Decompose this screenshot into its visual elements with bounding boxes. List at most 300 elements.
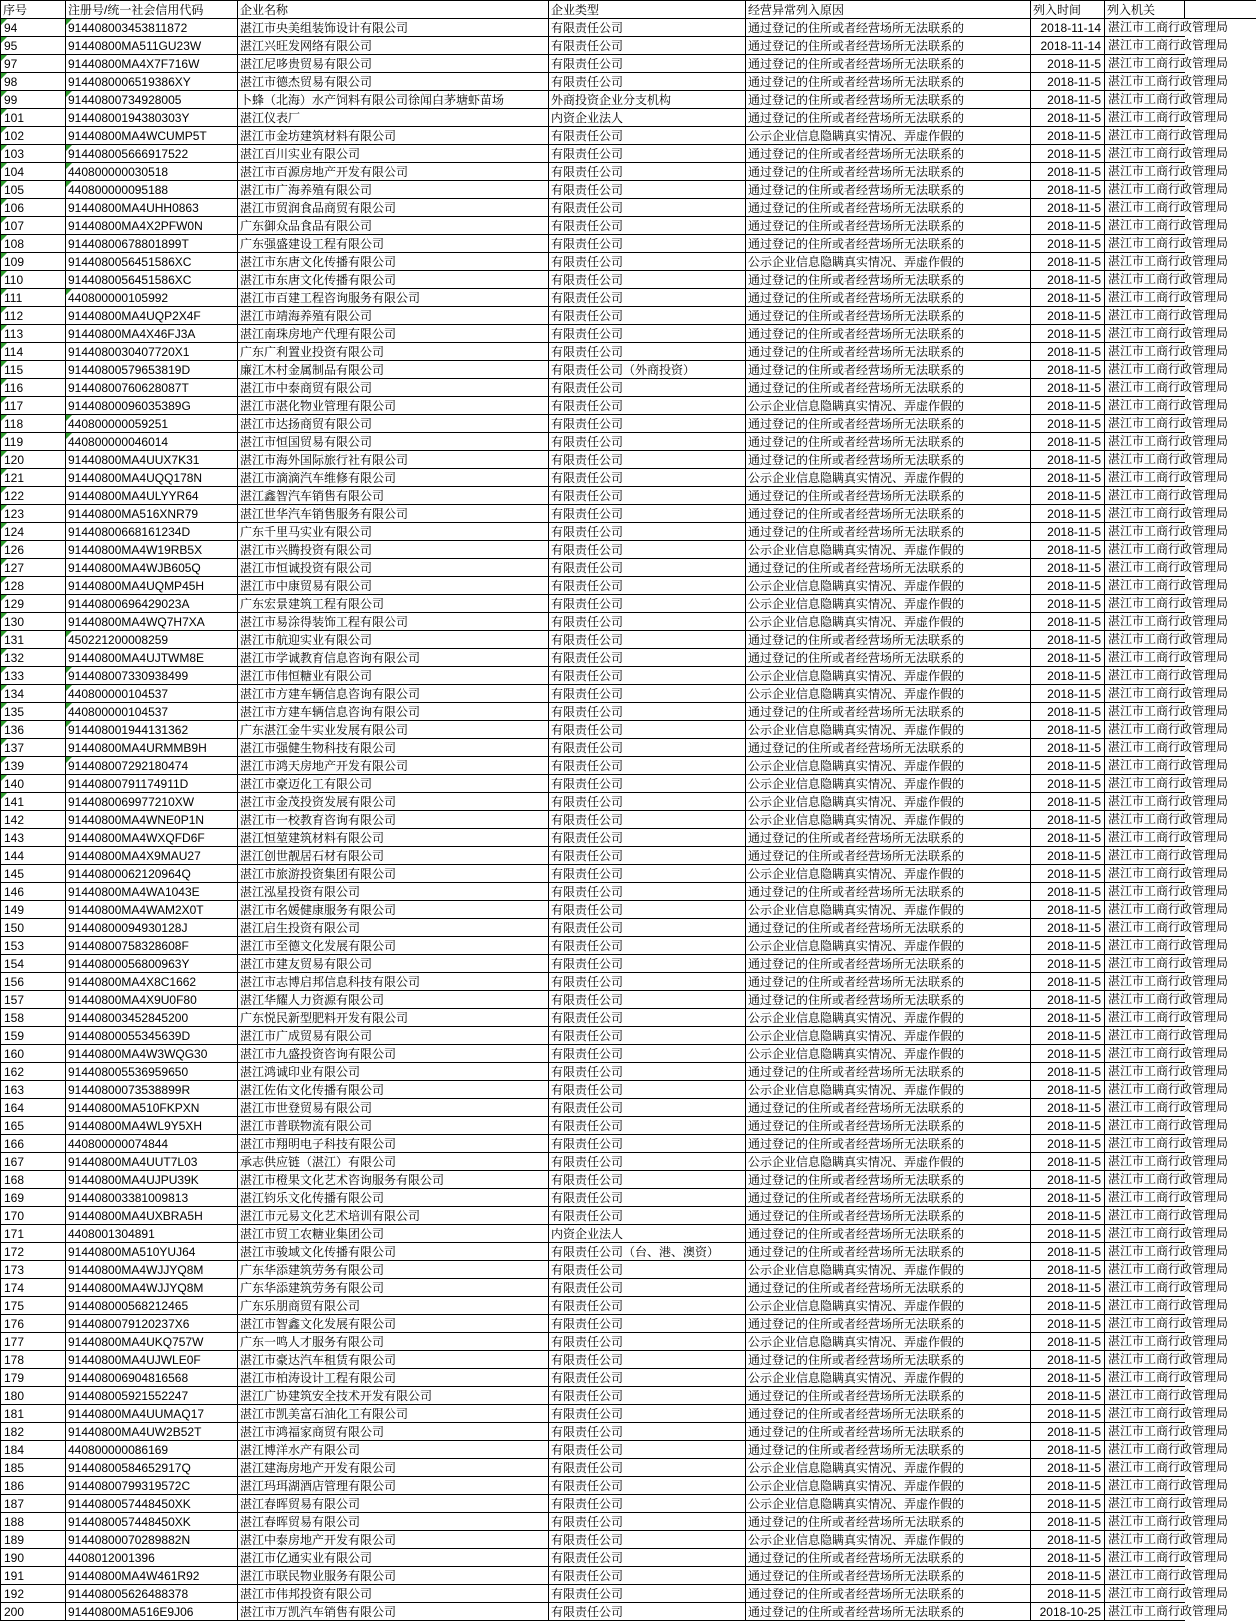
company-name-cell[interactable] — [238, 559, 549, 577]
date-cell[interactable] — [1031, 91, 1105, 109]
company-name-cell[interactable] — [238, 397, 549, 415]
reason-cell[interactable] — [746, 109, 1031, 127]
code-cell[interactable] — [66, 595, 238, 613]
reason-cell[interactable] — [746, 379, 1031, 397]
code-cell[interactable] — [66, 325, 238, 343]
header-company-type[interactable]: 企业类型 — [549, 1, 746, 19]
authority-cell[interactable] — [1105, 1099, 1229, 1117]
authority-cell[interactable] — [1105, 1495, 1229, 1513]
company-name-cell[interactable] — [238, 1171, 549, 1189]
company-type-cell[interactable] — [549, 1099, 746, 1117]
header-empty[interactable] — [1185, 1, 1256, 19]
company-type-cell[interactable] — [549, 793, 746, 811]
code-cell[interactable] — [66, 1207, 238, 1225]
date-cell[interactable] — [1031, 1063, 1105, 1081]
company-name-cell[interactable] — [238, 1603, 549, 1621]
date-cell[interactable] — [1031, 469, 1105, 487]
reason-cell[interactable] — [746, 721, 1031, 739]
authority-cell[interactable] — [1105, 1477, 1229, 1495]
company-type-cell[interactable] — [549, 1009, 746, 1027]
company-name-cell[interactable] — [238, 145, 549, 163]
serial-cell[interactable] — [1, 1153, 66, 1171]
authority-cell[interactable] — [1105, 1531, 1229, 1549]
code-cell[interactable] — [66, 1387, 238, 1405]
authority-cell[interactable] — [1105, 901, 1229, 919]
serial-cell[interactable] — [1, 595, 66, 613]
date-cell[interactable] — [1031, 1135, 1105, 1153]
date-cell[interactable] — [1031, 973, 1105, 991]
code-cell[interactable] — [66, 1369, 238, 1387]
company-name-cell[interactable] — [238, 793, 549, 811]
serial-cell[interactable] — [1, 1495, 66, 1513]
company-type-cell[interactable] — [549, 1081, 746, 1099]
date-cell[interactable] — [1031, 1495, 1105, 1513]
code-cell[interactable] — [66, 91, 238, 109]
code-cell[interactable] — [66, 379, 238, 397]
company-type-cell[interactable] — [549, 1315, 746, 1333]
code-cell[interactable] — [66, 829, 238, 847]
code-cell[interactable] — [66, 1153, 238, 1171]
company-name-cell[interactable] — [238, 55, 549, 73]
company-name-cell[interactable] — [238, 1261, 549, 1279]
company-name-cell[interactable] — [238, 1225, 549, 1243]
serial-cell[interactable] — [1, 1387, 66, 1405]
authority-cell[interactable] — [1105, 361, 1229, 379]
reason-cell[interactable] — [746, 1243, 1031, 1261]
date-cell[interactable] — [1031, 883, 1105, 901]
date-cell[interactable] — [1031, 901, 1105, 919]
serial-cell[interactable] — [1, 991, 66, 1009]
authority-cell[interactable] — [1105, 1369, 1229, 1387]
date-cell[interactable] — [1031, 145, 1105, 163]
serial-cell[interactable] — [1, 1567, 66, 1585]
authority-cell[interactable] — [1105, 19, 1229, 37]
authority-cell[interactable] — [1105, 577, 1229, 595]
company-name-cell[interactable] — [238, 865, 549, 883]
reason-cell[interactable] — [746, 1315, 1031, 1333]
company-type-cell[interactable] — [549, 37, 746, 55]
date-cell[interactable] — [1031, 1441, 1105, 1459]
company-name-cell[interactable] — [238, 541, 549, 559]
company-type-cell[interactable] — [549, 1153, 746, 1171]
reason-cell[interactable] — [746, 667, 1031, 685]
serial-cell[interactable] — [1, 1603, 66, 1621]
company-name-cell[interactable] — [238, 613, 549, 631]
serial-cell[interactable] — [1, 1081, 66, 1099]
serial-cell[interactable] — [1, 325, 66, 343]
authority-cell[interactable] — [1105, 1243, 1229, 1261]
company-name-cell[interactable] — [238, 955, 549, 973]
date-cell[interactable] — [1031, 217, 1105, 235]
date-cell[interactable] — [1031, 163, 1105, 181]
date-cell[interactable] — [1031, 595, 1105, 613]
authority-cell[interactable] — [1105, 307, 1229, 325]
serial-cell[interactable] — [1, 1225, 66, 1243]
serial-cell[interactable] — [1, 631, 66, 649]
reason-cell[interactable] — [746, 919, 1031, 937]
reason-cell[interactable] — [746, 397, 1031, 415]
date-cell[interactable] — [1031, 739, 1105, 757]
company-name-cell[interactable] — [238, 1081, 549, 1099]
serial-cell[interactable] — [1, 361, 66, 379]
serial-cell[interactable] — [1, 1549, 66, 1567]
date-cell[interactable] — [1031, 1009, 1105, 1027]
serial-cell[interactable] — [1, 433, 66, 451]
company-type-cell[interactable] — [549, 1045, 746, 1063]
reason-cell[interactable] — [746, 235, 1031, 253]
serial-cell[interactable] — [1, 55, 66, 73]
code-cell[interactable] — [66, 505, 238, 523]
date-cell[interactable] — [1031, 757, 1105, 775]
company-type-cell[interactable] — [549, 433, 746, 451]
authority-cell[interactable] — [1105, 397, 1229, 415]
reason-cell[interactable] — [746, 289, 1031, 307]
company-type-cell[interactable] — [549, 1189, 746, 1207]
serial-cell[interactable] — [1, 271, 66, 289]
date-cell[interactable] — [1031, 865, 1105, 883]
reason-cell[interactable] — [746, 847, 1031, 865]
company-type-cell[interactable] — [549, 307, 746, 325]
reason-cell[interactable] — [746, 55, 1031, 73]
company-type-cell[interactable] — [549, 397, 746, 415]
date-cell[interactable] — [1031, 127, 1105, 145]
date-cell[interactable] — [1031, 1045, 1105, 1063]
code-cell[interactable] — [66, 1315, 238, 1333]
code-cell[interactable] — [66, 667, 238, 685]
serial-cell[interactable] — [1, 19, 66, 37]
authority-cell[interactable] — [1105, 1027, 1229, 1045]
serial-cell[interactable] — [1, 811, 66, 829]
company-name-cell[interactable] — [238, 361, 549, 379]
company-name-cell[interactable] — [238, 1477, 549, 1495]
company-name-cell[interactable] — [238, 1423, 549, 1441]
serial-cell[interactable] — [1, 1513, 66, 1531]
date-cell[interactable] — [1031, 343, 1105, 361]
serial-cell[interactable] — [1, 685, 66, 703]
company-name-cell[interactable] — [238, 127, 549, 145]
company-type-cell[interactable] — [549, 721, 746, 739]
reason-cell[interactable] — [746, 1369, 1031, 1387]
serial-cell[interactable] — [1, 775, 66, 793]
code-cell[interactable] — [66, 1549, 238, 1567]
date-cell[interactable] — [1031, 559, 1105, 577]
company-type-cell[interactable] — [549, 703, 746, 721]
serial-cell[interactable] — [1, 127, 66, 145]
date-cell[interactable] — [1031, 1297, 1105, 1315]
header-serial[interactable]: 序号 — [1, 1, 66, 19]
authority-cell[interactable] — [1105, 73, 1229, 91]
code-cell[interactable] — [66, 793, 238, 811]
reason-cell[interactable] — [746, 829, 1031, 847]
company-type-cell[interactable] — [549, 1117, 746, 1135]
company-type-cell[interactable] — [549, 1063, 746, 1081]
company-name-cell[interactable] — [238, 901, 549, 919]
date-cell[interactable] — [1031, 235, 1105, 253]
code-cell[interactable] — [66, 1243, 238, 1261]
code-cell[interactable] — [66, 271, 238, 289]
reason-cell[interactable] — [746, 1459, 1031, 1477]
serial-cell[interactable] — [1, 1405, 66, 1423]
company-name-cell[interactable] — [238, 469, 549, 487]
serial-cell[interactable] — [1, 1117, 66, 1135]
company-name-cell[interactable] — [238, 685, 549, 703]
company-type-cell[interactable] — [549, 919, 746, 937]
code-cell[interactable] — [66, 775, 238, 793]
serial-cell[interactable] — [1, 1369, 66, 1387]
reason-cell[interactable] — [746, 559, 1031, 577]
date-cell[interactable] — [1031, 433, 1105, 451]
date-cell[interactable] — [1031, 1027, 1105, 1045]
serial-cell[interactable] — [1, 1441, 66, 1459]
company-name-cell[interactable] — [238, 1495, 549, 1513]
date-cell[interactable] — [1031, 775, 1105, 793]
code-cell[interactable] — [66, 991, 238, 1009]
reason-cell[interactable] — [746, 793, 1031, 811]
date-cell[interactable] — [1031, 487, 1105, 505]
code-cell[interactable] — [66, 541, 238, 559]
company-name-cell[interactable] — [238, 1441, 549, 1459]
code-cell[interactable] — [66, 1189, 238, 1207]
company-type-cell[interactable] — [549, 613, 746, 631]
code-cell[interactable] — [66, 217, 238, 235]
company-name-cell[interactable] — [238, 847, 549, 865]
code-cell[interactable] — [66, 1603, 238, 1621]
reason-cell[interactable] — [746, 685, 1031, 703]
company-name-cell[interactable] — [238, 775, 549, 793]
reason-cell[interactable] — [746, 1423, 1031, 1441]
serial-cell[interactable] — [1, 1099, 66, 1117]
authority-cell[interactable] — [1105, 1153, 1229, 1171]
date-cell[interactable] — [1031, 811, 1105, 829]
reason-cell[interactable] — [746, 1117, 1031, 1135]
company-name-cell[interactable] — [238, 1063, 549, 1081]
date-cell[interactable] — [1031, 847, 1105, 865]
company-type-cell[interactable] — [549, 1225, 746, 1243]
date-cell[interactable] — [1031, 1153, 1105, 1171]
code-cell[interactable] — [66, 1567, 238, 1585]
company-type-cell[interactable] — [549, 469, 746, 487]
company-type-cell[interactable] — [549, 91, 746, 109]
company-name-cell[interactable] — [238, 91, 549, 109]
code-cell[interactable] — [66, 343, 238, 361]
date-cell[interactable] — [1031, 307, 1105, 325]
authority-cell[interactable] — [1105, 721, 1229, 739]
authority-cell[interactable] — [1105, 775, 1229, 793]
date-cell[interactable] — [1031, 1225, 1105, 1243]
company-type-cell[interactable] — [549, 325, 746, 343]
serial-cell[interactable] — [1, 577, 66, 595]
reason-cell[interactable] — [746, 1045, 1031, 1063]
code-cell[interactable] — [66, 487, 238, 505]
company-name-cell[interactable] — [238, 577, 549, 595]
code-cell[interactable] — [66, 1477, 238, 1495]
company-type-cell[interactable] — [549, 1585, 746, 1603]
reason-cell[interactable] — [746, 217, 1031, 235]
authority-cell[interactable] — [1105, 685, 1229, 703]
reason-cell[interactable] — [746, 451, 1031, 469]
company-type-cell[interactable] — [549, 685, 746, 703]
reason-cell[interactable] — [746, 73, 1031, 91]
company-name-cell[interactable] — [238, 73, 549, 91]
authority-cell[interactable] — [1105, 1351, 1229, 1369]
reason-cell[interactable] — [746, 1405, 1031, 1423]
company-name-cell[interactable] — [238, 1459, 549, 1477]
reason-cell[interactable] — [746, 1297, 1031, 1315]
company-type-cell[interactable] — [549, 451, 746, 469]
company-type-cell[interactable] — [549, 901, 746, 919]
serial-cell[interactable] — [1, 721, 66, 739]
authority-cell[interactable] — [1105, 991, 1229, 1009]
authority-cell[interactable] — [1105, 613, 1229, 631]
serial-cell[interactable] — [1, 1423, 66, 1441]
serial-cell[interactable] — [1, 289, 66, 307]
company-name-cell[interactable] — [238, 811, 549, 829]
code-cell[interactable] — [66, 847, 238, 865]
authority-cell[interactable] — [1105, 1333, 1229, 1351]
company-name-cell[interactable] — [238, 325, 549, 343]
company-name-cell[interactable] — [238, 1189, 549, 1207]
code-cell[interactable] — [66, 1171, 238, 1189]
date-cell[interactable] — [1031, 1351, 1105, 1369]
authority-cell[interactable] — [1105, 1009, 1229, 1027]
reason-cell[interactable] — [746, 91, 1031, 109]
code-cell[interactable] — [66, 1081, 238, 1099]
authority-cell[interactable] — [1105, 343, 1229, 361]
company-type-cell[interactable] — [549, 1171, 746, 1189]
company-type-cell[interactable] — [549, 1441, 746, 1459]
reason-cell[interactable] — [746, 811, 1031, 829]
reason-cell[interactable] — [746, 775, 1031, 793]
reason-cell[interactable] — [746, 1099, 1031, 1117]
company-type-cell[interactable] — [549, 127, 746, 145]
date-cell[interactable] — [1031, 109, 1105, 127]
serial-cell[interactable] — [1, 1297, 66, 1315]
reason-cell[interactable] — [746, 163, 1031, 181]
reason-cell[interactable] — [746, 1171, 1031, 1189]
code-cell[interactable] — [66, 199, 238, 217]
serial-cell[interactable] — [1, 829, 66, 847]
company-name-cell[interactable] — [238, 109, 549, 127]
company-type-cell[interactable] — [549, 775, 746, 793]
code-cell[interactable] — [66, 577, 238, 595]
date-cell[interactable] — [1031, 1387, 1105, 1405]
authority-cell[interactable] — [1105, 739, 1229, 757]
code-cell[interactable] — [66, 559, 238, 577]
code-cell[interactable] — [66, 649, 238, 667]
date-cell[interactable] — [1031, 1603, 1105, 1621]
code-cell[interactable] — [66, 1513, 238, 1531]
company-name-cell[interactable] — [238, 829, 549, 847]
authority-cell[interactable] — [1105, 289, 1229, 307]
company-type-cell[interactable] — [549, 505, 746, 523]
reason-cell[interactable] — [746, 1063, 1031, 1081]
serial-cell[interactable] — [1, 937, 66, 955]
header-date[interactable]: 列入时间 — [1031, 1, 1105, 19]
company-type-cell[interactable] — [549, 109, 746, 127]
reason-cell[interactable] — [746, 487, 1031, 505]
authority-cell[interactable] — [1105, 145, 1229, 163]
code-cell[interactable] — [66, 1405, 238, 1423]
company-type-cell[interactable] — [549, 973, 746, 991]
company-type-cell[interactable] — [549, 649, 746, 667]
company-type-cell[interactable] — [549, 1333, 746, 1351]
company-name-cell[interactable] — [238, 595, 549, 613]
company-name-cell[interactable] — [238, 199, 549, 217]
reason-cell[interactable] — [746, 37, 1031, 55]
company-type-cell[interactable] — [549, 1567, 746, 1585]
company-name-cell[interactable] — [238, 703, 549, 721]
reason-cell[interactable] — [746, 1549, 1031, 1567]
date-cell[interactable] — [1031, 685, 1105, 703]
company-type-cell[interactable] — [549, 1477, 746, 1495]
date-cell[interactable] — [1031, 1117, 1105, 1135]
authority-cell[interactable] — [1105, 1405, 1229, 1423]
serial-cell[interactable] — [1, 199, 66, 217]
authority-cell[interactable] — [1105, 379, 1229, 397]
company-type-cell[interactable] — [549, 559, 746, 577]
company-name-cell[interactable] — [238, 1369, 549, 1387]
company-type-cell[interactable] — [549, 1387, 746, 1405]
company-name-cell[interactable] — [238, 289, 549, 307]
authority-cell[interactable] — [1105, 541, 1229, 559]
authority-cell[interactable] — [1105, 559, 1229, 577]
company-name-cell[interactable] — [238, 1009, 549, 1027]
code-cell[interactable] — [66, 127, 238, 145]
reason-cell[interactable] — [746, 703, 1031, 721]
date-cell[interactable] — [1031, 37, 1105, 55]
reason-cell[interactable] — [746, 649, 1031, 667]
authority-cell[interactable] — [1105, 1063, 1229, 1081]
code-cell[interactable] — [66, 757, 238, 775]
authority-cell[interactable] — [1105, 883, 1229, 901]
authority-cell[interactable] — [1105, 91, 1229, 109]
date-cell[interactable] — [1031, 829, 1105, 847]
reason-cell[interactable] — [746, 1207, 1031, 1225]
company-name-cell[interactable] — [238, 721, 549, 739]
authority-cell[interactable] — [1105, 703, 1229, 721]
reason-cell[interactable] — [746, 523, 1031, 541]
company-name-cell[interactable] — [238, 253, 549, 271]
reason-cell[interactable] — [746, 19, 1031, 37]
company-name-cell[interactable] — [238, 649, 549, 667]
authority-cell[interactable] — [1105, 811, 1229, 829]
reason-cell[interactable] — [746, 1081, 1031, 1099]
code-cell[interactable] — [66, 631, 238, 649]
authority-cell[interactable] — [1105, 1207, 1229, 1225]
company-type-cell[interactable] — [549, 955, 746, 973]
date-cell[interactable] — [1031, 703, 1105, 721]
company-name-cell[interactable] — [238, 1351, 549, 1369]
date-cell[interactable] — [1031, 613, 1105, 631]
code-cell[interactable] — [66, 703, 238, 721]
company-name-cell[interactable] — [238, 343, 549, 361]
code-cell[interactable] — [66, 145, 238, 163]
serial-cell[interactable] — [1, 1171, 66, 1189]
company-type-cell[interactable] — [549, 1459, 746, 1477]
date-cell[interactable] — [1031, 415, 1105, 433]
reason-cell[interactable] — [746, 127, 1031, 145]
company-name-cell[interactable] — [238, 1027, 549, 1045]
company-type-cell[interactable] — [549, 1027, 746, 1045]
code-cell[interactable] — [66, 1279, 238, 1297]
company-type-cell[interactable] — [549, 577, 746, 595]
reason-cell[interactable] — [746, 1279, 1031, 1297]
date-cell[interactable] — [1031, 721, 1105, 739]
company-type-cell[interactable] — [549, 1531, 746, 1549]
date-cell[interactable] — [1031, 649, 1105, 667]
serial-cell[interactable] — [1, 1009, 66, 1027]
reason-cell[interactable] — [746, 1009, 1031, 1027]
